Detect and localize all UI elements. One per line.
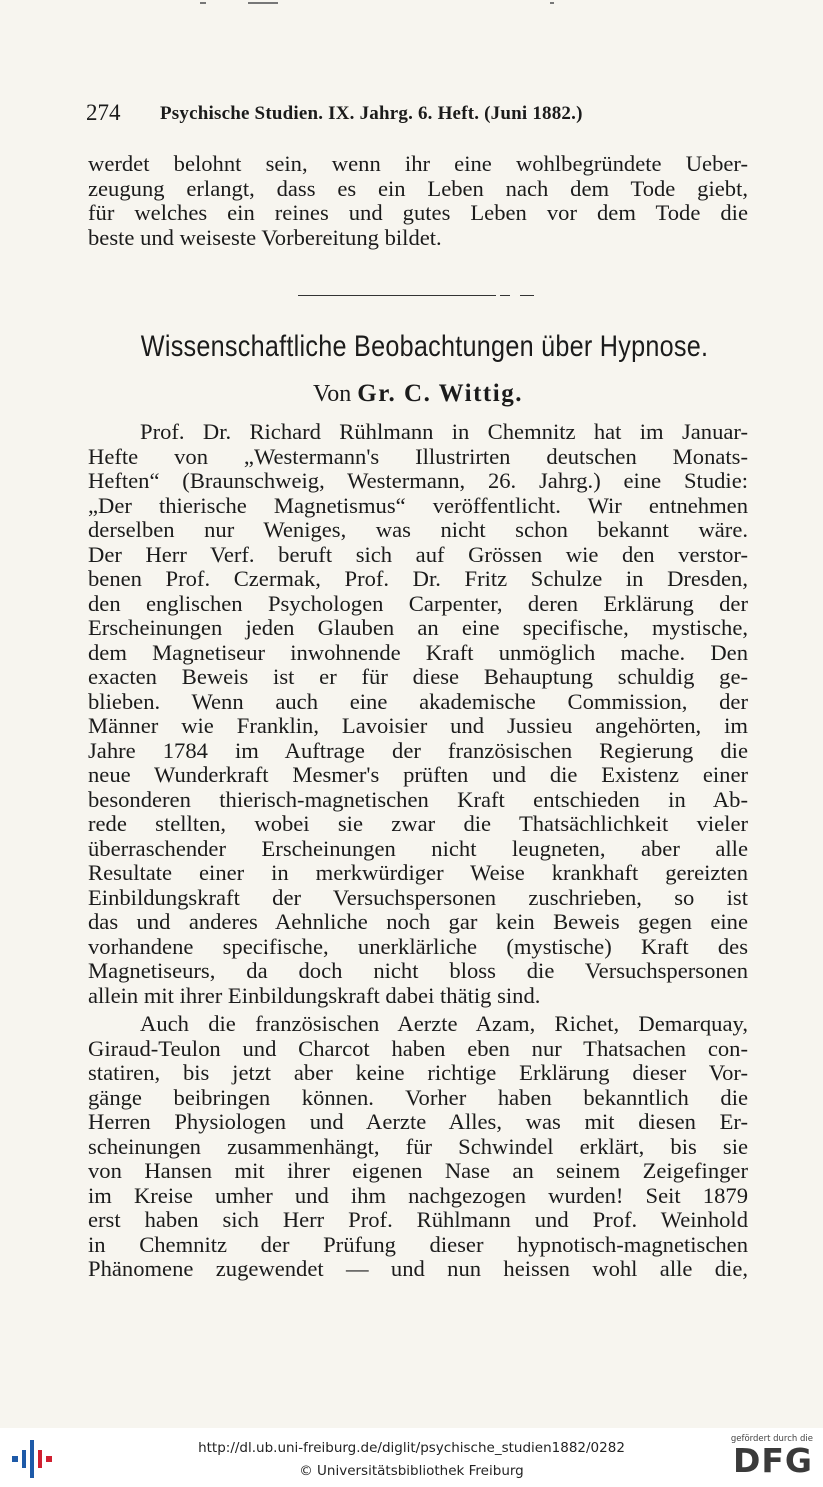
text-line: Heften“ (Braunschweig, Westermann, 26. Jahrg.) eine Studie:: [88, 468, 748, 493]
text-line: neue Wunderkraft Mesmer's prüften und die Existenz einer: [88, 762, 748, 787]
article-title: Wissenschaftliche Beobachtungen über Hypnose.: [140, 330, 709, 363]
text-line: besonderen thierisch-magnetischen Kraft entschieden in Ab-: [88, 786, 748, 812]
text-line: Phänomene zugewendet — und nun heissen wohl alle die,: [88, 1256, 748, 1281]
article-byline: [88, 380, 748, 408]
byline-prefix: Von: [313, 381, 352, 407]
intro-paragraph: [88, 152, 748, 250]
dfg-logo-text: DFG: [732, 1441, 813, 1480]
text-line: Herren Physiologen und Aerzte Alles, was mit diesen Er-: [88, 1109, 748, 1134]
text-line: werdet belohnt sein, wenn ihr eine wohlbegründete Ueber-: [88, 151, 748, 176]
text-line: Männer wie Franklin, Lavoisier und Jussieu angehörten, im: [88, 713, 748, 738]
text-line: blieben. Wenn auch eine akademische Commission, der: [88, 688, 748, 714]
top-scan-marks: [190, 0, 570, 6]
text-line: exacten Beweis ist er für diese Behauptung schuldig ge-: [88, 664, 748, 689]
text-line: vorhandene specifische, unerklärliche (mystische) Kraft des: [88, 933, 748, 959]
text-line: Hefte von „Westermann's Illustrirten deutschen Monats-: [88, 443, 748, 469]
paragraph-2: [88, 1012, 748, 1282]
page-number: 274: [86, 100, 121, 125]
paragraph-1: [88, 420, 748, 1008]
text-line: dem Magnetiseur inwohnende Kraft unmöglich mache. Den: [88, 639, 748, 665]
dfg-logo: [721, 1434, 813, 1482]
text-line: Erscheinungen jeden Glauben an eine specifische, mystische,: [88, 615, 748, 640]
text-line: rede stellten, wobei sie zwar die Thatsächlichkeit vieler: [88, 811, 748, 836]
text-line: benen Prof. Czermak, Prof. Dr. Fritz Schulze in Dresden,: [88, 566, 748, 591]
text-line: zeugung erlangt, dass es ein Leben nach dem Tode giebt,: [88, 175, 748, 201]
text-line: für welches ein reines und gutes Leben vor dem Tode die: [88, 200, 748, 225]
text-line: „Der thierische Magnetismus“ veröffentlicht. Wir entnehmen: [88, 492, 748, 518]
text-line: Jahre 1784 im Auftrage der französischen Regierung die: [88, 737, 748, 763]
section-divider-dash: [500, 295, 510, 296]
page-header: [86, 100, 746, 130]
text-line: Magnetiseurs, da doch nicht bloss die Versuchspersonen: [88, 958, 748, 983]
text-line: allein mit ihrer Einbildungskraft dabei thätig sind.: [88, 982, 541, 1008]
text-line: im Kreise umher und ihm nachgezogen wurden! Seit 1879: [88, 1182, 748, 1208]
text-line: den englischen Psychologen Carpenter, deren Erklärung der: [88, 590, 748, 616]
permalink-url[interactable]: http://dl.ub.uni-freiburg.de/diglit/psychische_studien1882/0282: [198, 1440, 625, 1456]
text-line: statiren, bis jetzt aber keine richtige Erklärung dieser Vor-: [88, 1060, 748, 1085]
text-line: Auch die französischen Aerzte Azam, Richet, Demarquay,: [140, 1011, 748, 1036]
text-line: scheinungen zusammenhängt, für Schwindel erklärt, bis sie: [88, 1133, 748, 1159]
text-line: Prof. Dr. Richard Rühlmann in Chemnitz hat im Januar-: [140, 419, 748, 444]
section-divider: [298, 295, 496, 296]
text-line: Einbildungskraft der Versuchspersonen zuschrieben, so ist: [88, 884, 748, 910]
text-line: Giraud-Teulon und Charcot haben eben nur Thatsachen con-: [88, 1035, 748, 1061]
viewer-footer: [0, 1428, 823, 1487]
text-line: beste und weiseste Vorbereitung bildet.: [88, 224, 442, 250]
author-name: Gr. C. Wittig.: [357, 380, 523, 407]
text-line: in Chemnitz der Prüfung dieser hypnotisch-magnetischen: [88, 1231, 748, 1257]
text-line: gänge beibringen können. Vorher haben bekanntlich die: [88, 1084, 748, 1110]
text-line: überraschender Erscheinungen nicht leugneten, aber alle: [88, 835, 748, 861]
running-head: Psychische Studien. IX. Jahrg. 6. Heft. (Juni 1882.): [160, 103, 583, 124]
section-divider-dash: [520, 295, 534, 296]
text-line: das und anderes Aehnliche noch gar kein Beweis gegen eine: [88, 909, 748, 934]
dfg-tagline: gefördert durch die: [730, 1434, 813, 1444]
text-line: derselben nur Weniges, was nicht schon bekannt wäre.: [88, 517, 748, 542]
text-line: erst haben sich Herr Prof. Rühlmann und Prof. Weinhold: [88, 1207, 748, 1232]
text-line: von Hansen mit ihrer eigenen Nase an seinem Zeigefinger: [88, 1158, 748, 1183]
text-line: Resultate einer in merkwürdiger Weise krankhaft gereizten: [88, 860, 748, 885]
text-line: Der Herr Verf. beruft sich auf Grössen wie den verstor-: [88, 541, 748, 567]
copyright-notice: © Universitätsbibliothek Freiburg: [299, 1463, 524, 1479]
